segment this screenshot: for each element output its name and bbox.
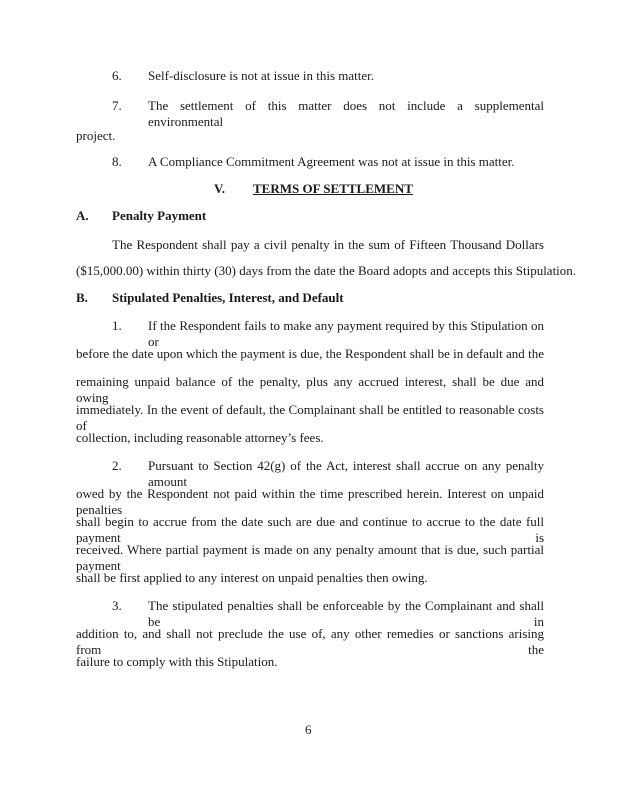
paragraph-line: before the date upon which the payment is due, the Respondent shall be in default and the: [76, 346, 544, 361]
subsection-title: Penalty Payment: [112, 208, 207, 223]
paragraph-line: received. Where partial payment is made on any penalty amount that is due, such partial payment: [76, 542, 544, 573]
paragraph-line: The stipulated penalties shall be enforceable by the Complainant and shall be in: [148, 598, 544, 629]
item-text: A Compliance Commitment Agreement was not at issue in this matter.: [148, 154, 515, 169]
page-number: 6: [305, 722, 312, 737]
paragraph-line: immediately. In the event of default, the Complainant shall be entitled to reasonable costs of: [76, 402, 544, 433]
paragraph-line: remaining unpaid balance of the penalty, plus any accrued interest, shall be due and owing: [76, 374, 544, 405]
paragraph-line: The Respondent shall pay a civil penalty in the sum of Fifteen Thousand Dollars: [112, 237, 544, 252]
item-text-continuation: project.: [76, 128, 116, 143]
paragraph-line: addition to, and shall not preclude the use of, any other remedies or sanctions arising from the: [76, 626, 544, 657]
item-text: The settlement of this matter does not include a supplemental environmental: [148, 98, 544, 129]
paragraph-line: shall begin to accrue from the date such are due and continue to accrue to the date full payment is: [76, 514, 544, 545]
paragraph-line: collection, including reasonable attorney’s fees.: [76, 430, 324, 445]
paragraph-line: Pursuant to Section 42(g) of the Act, interest shall accrue on any penalty amount: [148, 458, 544, 489]
section-numeral: V.: [214, 181, 225, 196]
paragraph-line: shall be first applied to any interest on unpaid penalties then owing.: [76, 570, 428, 585]
item-text: Self-disclosure is not at issue in this matter.: [148, 68, 375, 83]
section-title: TERMS OF SETTLEMENT: [253, 181, 413, 196]
paragraph-line: failure to comply with this Stipulation.: [76, 654, 278, 669]
subsection-letter: A.: [76, 208, 89, 223]
paragraph-line: owed by the Respondent not paid within the time prescribed herein. Interest on unpaid penalties: [76, 486, 544, 517]
subsection-title: Stipulated Penalties, Interest, and Default: [112, 290, 344, 305]
subsection-letter: B.: [76, 290, 88, 305]
paragraph-number: 1.: [112, 318, 122, 333]
paragraph-line: ($15,000.00) within thirty (30) days from the date the Board adopts and accepts this Stipulation.: [76, 263, 577, 278]
item-number: 6.: [112, 68, 122, 83]
paragraph-number: 3.: [112, 598, 122, 613]
paragraph-line: If the Respondent fails to make any payment required by this Stipulation on or: [148, 318, 544, 349]
item-number: 8.: [112, 154, 122, 169]
paragraph-number: 2.: [112, 458, 122, 473]
item-number: 7.: [112, 98, 122, 113]
